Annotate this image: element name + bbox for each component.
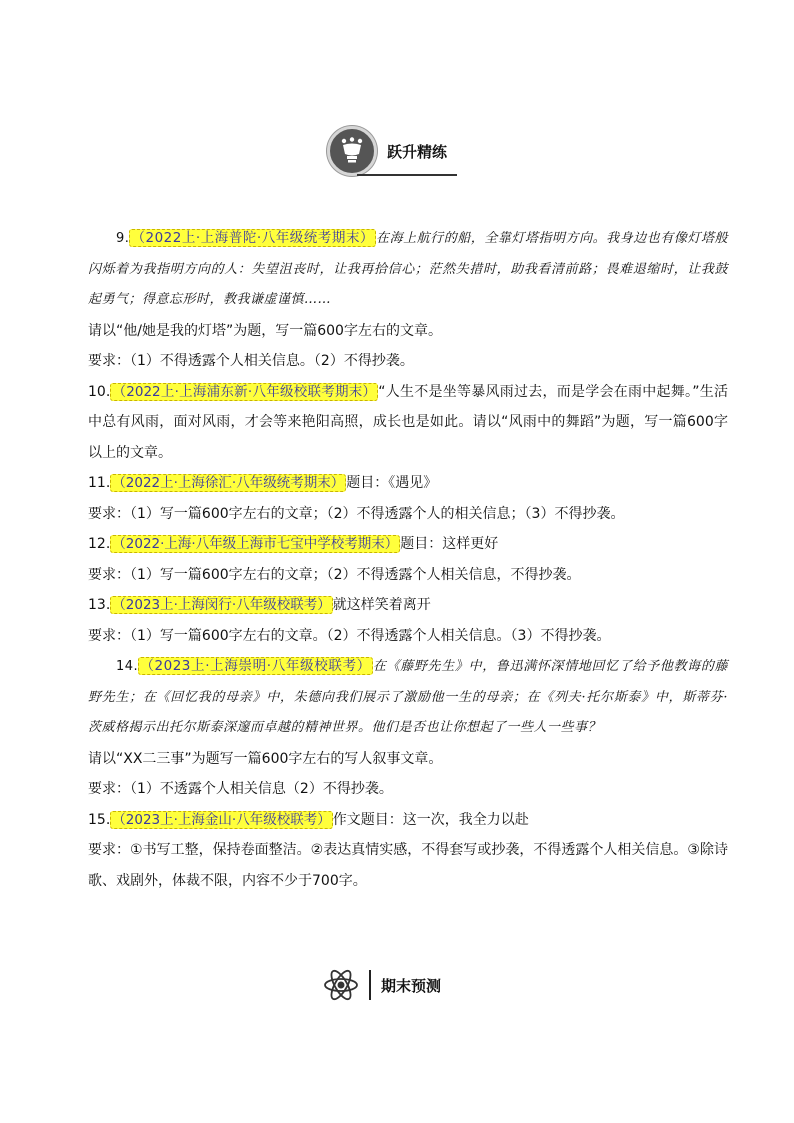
question-number: 9. — [116, 231, 130, 246]
question-number: 11. — [88, 475, 111, 491]
question-9-requirements: 要求：（1）不得透露个人相关信息。（2）不得抄袭。 — [88, 353, 414, 369]
question-text: 在《藤野先生》中，鲁迅满怀深情地回忆了给予他教诲的藤野先生；在《回忆我的母亲》中，朱德向我们展示了激励他一生的母亲；在《列夫·托尔斯泰》中，斯蒂芬·茨威格揭示出托尔斯泰深邃而卓越的精神世界。他们是否也让你想起了一些人一些事？ — [88, 659, 728, 735]
question-source: （2023上·上海金山·八年级校联考） — [112, 811, 331, 828]
question-12-requirements: 要求：（1）写一篇600字左右的文章；（2）不得透露个人相关信息，不得抄袭。 — [88, 566, 581, 583]
question-9-prompt: 请以“他/她是我的灯塔”为题，写一篇600字左右的文章。 — [88, 322, 442, 339]
question-11 — [88, 468, 728, 499]
question-list — [88, 223, 728, 896]
section-header-bottom — [323, 965, 441, 1005]
question-number: 14. — [116, 659, 139, 674]
question-13 — [88, 590, 728, 621]
atom-icon — [323, 967, 359, 1003]
question-15 — [88, 805, 728, 836]
question-number: 10. — [88, 383, 111, 400]
question-12 — [88, 529, 728, 560]
question-9 — [88, 223, 728, 316]
question-text: 在海上航行的船，全靠灯塔指明方向。我身边也有像灯塔般闪烁着为我指明方向的人：失望沮丧时，让我再拾信心；茫然失措时，助我看清前路；畏难退缩时，让我鼓起勇气；得意忘形时，教我谦虚谨慎…… — [88, 231, 728, 307]
question-source: （2022上·上海徐汇·八年级统考期末） — [112, 475, 345, 491]
question-11-requirements: 要求：（1）写一篇600字左右的文章；（2）不得透露个人的相关信息；（3）不得抄袭。 — [88, 505, 625, 522]
section-title-bottom: 期末预测 — [381, 976, 442, 995]
question-source: （2023上·上海崇明·八年级校联考） — [140, 658, 371, 674]
question-source: （2022上·上海普陀·八年级统考期末） — [131, 230, 375, 246]
question-source: （2023上·上海闵行·八年级校联考） — [112, 597, 331, 613]
question-text: 题目：《遇见》 — [346, 475, 438, 491]
question-text: “人生不是坐等暴风雨过去，而是学会在雨中起舞。”生活中总有风雨，面对风雨，才会等来艳阳高照，成长也是如此。请以“风雨中的舞蹈”为题，写一篇600字以上的文章。 — [88, 383, 728, 461]
section-title-top: 跃升精练 — [387, 142, 448, 161]
question-10 — [88, 377, 728, 469]
question-number: 13. — [88, 597, 111, 613]
question-13-requirements: 要求：（1）写一篇600字左右的文章。（2）不得透露个人相关信息。（3）不得抄袭。 — [88, 627, 611, 644]
question-source: （2022上·上海浦东新·八年级校联考期末） — [112, 383, 377, 400]
question-14-prompt: 请以“XX二三事”为题写一篇600字左右的写人叙事文章。 — [88, 750, 443, 767]
question-text: 就这样笑着离开 — [332, 597, 431, 613]
header-divider — [369, 970, 371, 1000]
header-underline — [357, 174, 457, 176]
question-text: 作文题目：这一次，我全力以赴 — [332, 811, 529, 828]
question-number: 12. — [88, 536, 111, 552]
question-14 — [88, 651, 728, 744]
question-number: 15. — [88, 811, 111, 828]
lightbulb-badge-icon — [327, 126, 377, 176]
question-text: 题目：这样更好 — [400, 536, 499, 552]
question-source: （2022·上海·八年级上海市七宝中学校考期末） — [112, 536, 399, 552]
section-header-top — [327, 125, 457, 177]
question-14-requirements: 要求：（1）不透露个人相关信息（2）不得抄袭。 — [88, 781, 393, 797]
question-15-requirements: 要求：①书写工整，保持卷面整洁。②表达真情实感，不得套写或抄袭，不得透露个人相关信息。③除诗歌、戏剧外，体裁不限，内容不少于700字。 — [88, 842, 728, 889]
